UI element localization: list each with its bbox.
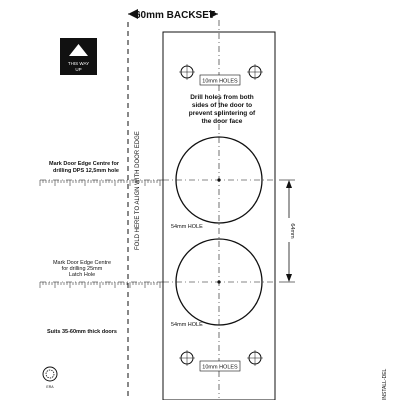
fold-label: FOLD HERE TO ALIGN WITH DOOR EDGE [135, 131, 141, 250]
mark2-line-2: for drilling 25mm [61, 266, 103, 272]
instruction-line-2: sides of the door to [191, 102, 253, 109]
mark1-line-2: drilling DPS 12,5mm hole [52, 168, 119, 174]
ruler-lower [40, 282, 160, 288]
instruction-line-3: prevent splintering of [188, 110, 256, 117]
mark2-line-1: Mark Door Edge Centre [52, 260, 112, 266]
hole-54mm-lower [163, 239, 275, 325]
spacing-label: 64mm [289, 223, 295, 239]
instruction-line-1: Drill holes from both [190, 94, 254, 101]
suits-text: Suits 35-60mm thick doors [47, 329, 117, 335]
brand-text: ERA [46, 385, 54, 389]
side-code: INSTALL-DEL [382, 368, 388, 400]
top-holes-label: 10mm HOLES [202, 78, 238, 85]
hole2-label: 54mm HOLE [171, 322, 203, 328]
bottom-holes-label: 10mm HOLES [202, 364, 238, 371]
mark2-line-3: Latch Hole [68, 272, 96, 278]
brand-seal [43, 367, 57, 389]
hole-54mm-upper [163, 137, 275, 223]
hole1-label: 54mm HOLE [171, 224, 203, 230]
logo-line-1: THIS WAY [67, 61, 90, 66]
ruler-upper [40, 180, 160, 186]
backset-title: 60mm BACKSET [134, 10, 216, 21]
spacing-dimension [279, 180, 295, 282]
logo-line-2: UP [75, 67, 82, 72]
mark1-line-1: Mark Door Edge Centre for [49, 161, 119, 167]
this-way-up-logo [60, 38, 97, 75]
instruction-line-4: the door face [201, 118, 243, 125]
backset-dimension [128, 6, 218, 22]
